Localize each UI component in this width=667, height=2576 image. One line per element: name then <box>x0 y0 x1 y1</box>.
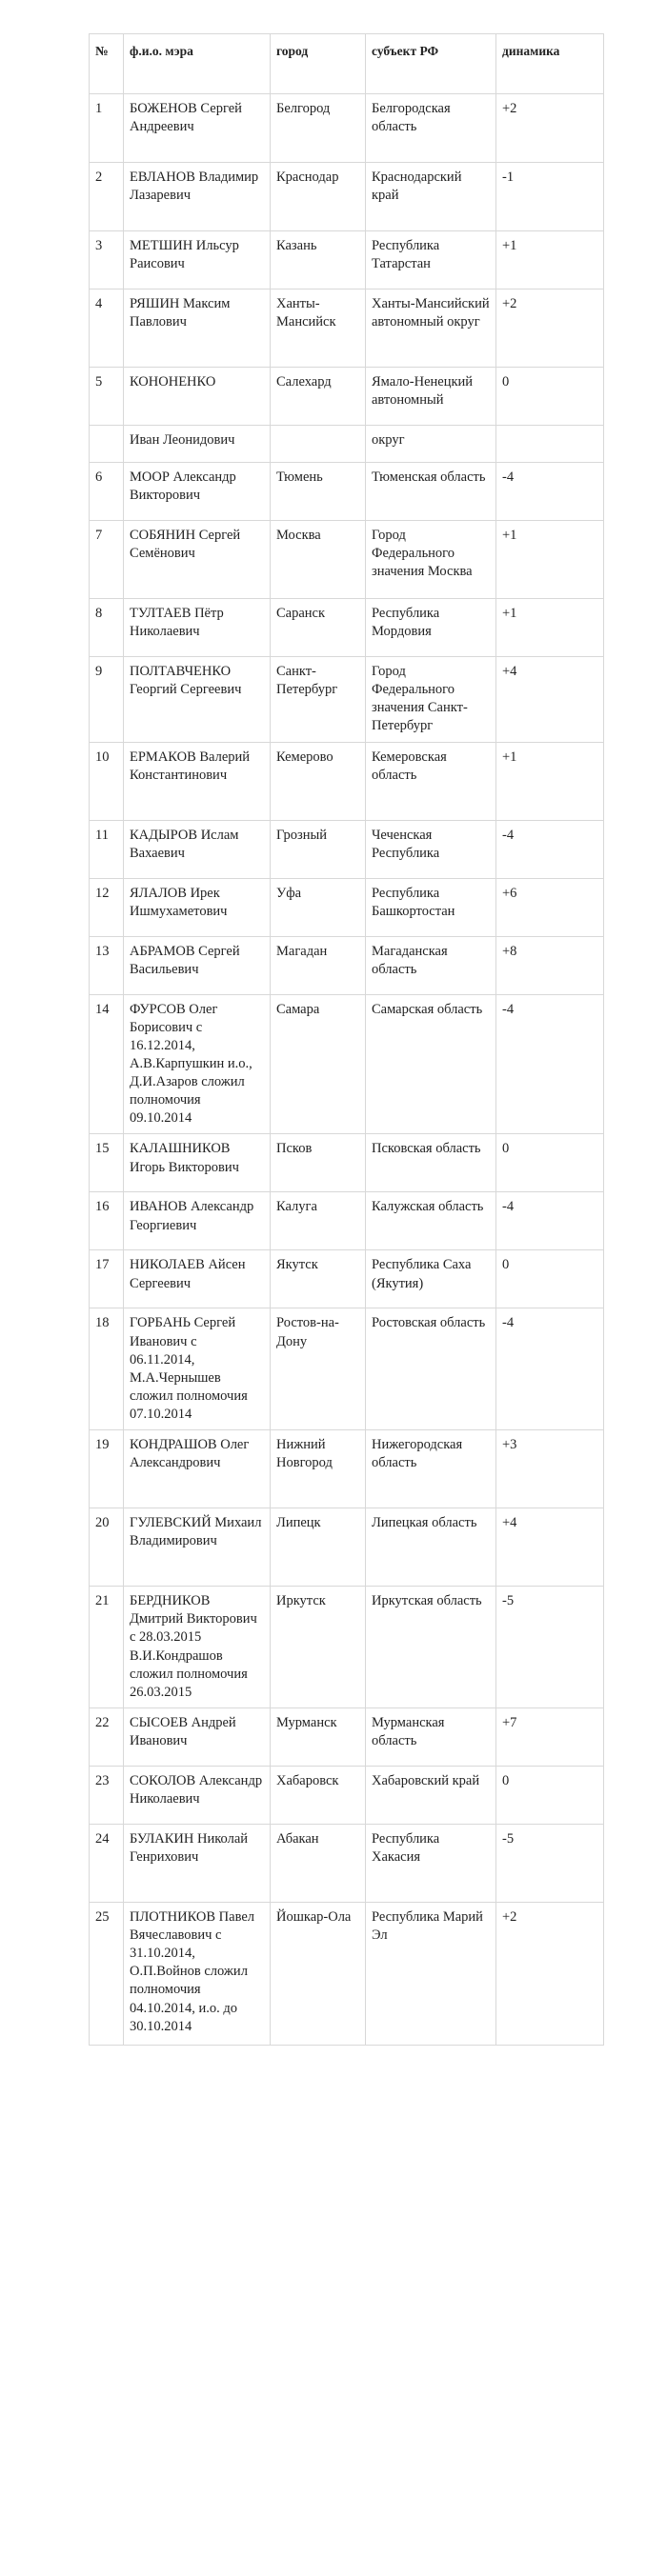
mayor-name-cell: ЕВЛАНОВ Владимир Лазаревич <box>124 163 271 231</box>
region-cell: Город Федерального значения Санкт-Петербург <box>366 657 496 743</box>
row-number-cell: 11 <box>90 820 124 878</box>
dynamics-cell: -5 <box>496 1824 604 1902</box>
city-cell: Краснодар <box>271 163 366 231</box>
table-row <box>90 878 604 936</box>
row-number-cell: 2 <box>90 163 124 231</box>
mayor-name-cell: ЯЛАЛОВ Ирек Ишмухаметович <box>124 878 271 936</box>
table-row <box>90 231 604 290</box>
dynamics-cell: -4 <box>496 994 604 1134</box>
region-cell: Тюменская область <box>366 463 496 521</box>
mayor-name-cell: АБРАМОВ Сергей Васильевич <box>124 936 271 994</box>
table-row <box>90 1824 604 1902</box>
region-cell: Ханты-Мансийский автономный округ <box>366 290 496 368</box>
dynamics-cell: +1 <box>496 231 604 290</box>
row-number-cell: 21 <box>90 1587 124 1708</box>
table-row <box>90 1134 604 1192</box>
region-cell: Республика Башкортостан <box>366 878 496 936</box>
mayors-ranking-table <box>89 33 604 2046</box>
mayor-name-cell: МЕТШИН Ильсур Раисович <box>124 231 271 290</box>
mayor-name-cell: МООР Александр Викторович <box>124 463 271 521</box>
region-cell: округ <box>366 426 496 463</box>
city-cell: Грозный <box>271 820 366 878</box>
region-cell: Липецкая область <box>366 1508 496 1587</box>
mayor-name-cell: ФУРСОВ Олег Борисович с 16.12.2014, А.В.Карпушкин и.о., Д.И.Азаров сложил полномочия 09.10.2014 <box>124 994 271 1134</box>
city-cell: Саранск <box>271 599 366 657</box>
dynamics-cell <box>496 426 604 463</box>
row-number-cell: 5 <box>90 368 124 426</box>
region-cell: Псковская область <box>366 1134 496 1192</box>
dynamics-cell: -4 <box>496 463 604 521</box>
table-row <box>90 290 604 368</box>
dynamics-cell: -4 <box>496 1192 604 1250</box>
city-cell: Москва <box>271 521 366 599</box>
mayor-name-cell: ГУЛЕВСКИЙ Михаил Владимирович <box>124 1508 271 1587</box>
table-row <box>90 599 604 657</box>
mayor-name-cell: СЫСОЕВ Андрей Иванович <box>124 1707 271 1766</box>
dynamics-cell: -4 <box>496 820 604 878</box>
city-cell: Йошкар-Ола <box>271 1902 366 2045</box>
row-number-cell: 23 <box>90 1766 124 1824</box>
city-cell: Белгород <box>271 94 366 163</box>
table-row <box>90 463 604 521</box>
dynamics-cell: -4 <box>496 1308 604 1430</box>
region-cell: Республика Марий Эл <box>366 1902 496 2045</box>
row-number-cell: 16 <box>90 1192 124 1250</box>
region-cell: Республика Мордовия <box>366 599 496 657</box>
region-cell: Республика Саха (Якутия) <box>366 1250 496 1308</box>
mayor-name-cell: КОНДРАШОВ Олег Александрович <box>124 1430 271 1508</box>
row-number-cell: 4 <box>90 290 124 368</box>
header-city: город <box>271 34 366 94</box>
dynamics-cell: +1 <box>496 599 604 657</box>
dynamics-cell: +2 <box>496 290 604 368</box>
city-cell: Казань <box>271 231 366 290</box>
city-cell: Уфа <box>271 878 366 936</box>
dynamics-cell: +6 <box>496 878 604 936</box>
mayor-name-cell: ТУЛТАЕВ Пётр Николаевич <box>124 599 271 657</box>
row-number-cell <box>90 426 124 463</box>
city-cell: Нижний Новгород <box>271 1430 366 1508</box>
table-row <box>90 657 604 743</box>
dynamics-cell: +7 <box>496 1707 604 1766</box>
header-mayor-name: ф.и.о. мэра <box>124 34 271 94</box>
mayor-name-cell: КАДЫРОВ Ислам Вахаевич <box>124 820 271 878</box>
region-cell: Ростовская область <box>366 1308 496 1430</box>
dynamics-cell: 0 <box>496 1134 604 1192</box>
city-cell: Иркутск <box>271 1587 366 1708</box>
city-cell: Мурманск <box>271 1707 366 1766</box>
mayor-name-cell: СОБЯНИН Сергей Семёнович <box>124 521 271 599</box>
row-number-cell: 20 <box>90 1508 124 1587</box>
city-cell: Тюмень <box>271 463 366 521</box>
row-number-cell: 8 <box>90 599 124 657</box>
region-cell: Краснодарский край <box>366 163 496 231</box>
mayor-name-cell: ПЛОТНИКОВ Павел Вячеславович с 31.10.2014, О.П.Войнов сложил полномочия 04.10.2014, и.о. до 30.10.2014 <box>124 1902 271 2045</box>
city-cell: Салехард <box>271 368 366 426</box>
table-row <box>90 742 604 820</box>
row-number-cell: 13 <box>90 936 124 994</box>
table-row <box>90 1508 604 1587</box>
table-row <box>90 1766 604 1824</box>
table-row <box>90 1308 604 1430</box>
dynamics-cell: +4 <box>496 1508 604 1587</box>
table-body <box>90 94 604 2046</box>
mayor-name-cell: ИВАНОВ Александр Георгиевич <box>124 1192 271 1250</box>
table-row <box>90 936 604 994</box>
table-row <box>90 368 604 426</box>
mayor-name-cell: КОНОНЕНКО <box>124 368 271 426</box>
dynamics-cell: +8 <box>496 936 604 994</box>
region-cell: Иркутская область <box>366 1587 496 1708</box>
city-cell: Кемерово <box>271 742 366 820</box>
mayor-name-cell: СОКОЛОВ Александр Николаевич <box>124 1766 271 1824</box>
city-cell: Хабаровск <box>271 1766 366 1824</box>
region-cell: Республика Хакасия <box>366 1824 496 1902</box>
region-cell: Ямало-Ненецкий автономный <box>366 368 496 426</box>
table-row <box>90 94 604 163</box>
mayor-name-cell: РЯШИН Максим Павлович <box>124 290 271 368</box>
row-number-cell: 7 <box>90 521 124 599</box>
table-row <box>90 994 604 1134</box>
mayor-name-cell: ЕРМАКОВ Валерий Константинович <box>124 742 271 820</box>
dynamics-cell: +3 <box>496 1430 604 1508</box>
region-cell: Город Федерального значения Москва <box>366 521 496 599</box>
city-cell: Ростов-на-Дону <box>271 1308 366 1430</box>
dynamics-cell: 0 <box>496 368 604 426</box>
row-number-cell: 18 <box>90 1308 124 1430</box>
row-number-cell: 6 <box>90 463 124 521</box>
row-number-cell: 24 <box>90 1824 124 1902</box>
region-cell: Магаданская область <box>366 936 496 994</box>
row-number-cell: 3 <box>90 231 124 290</box>
dynamics-cell: +4 <box>496 657 604 743</box>
dynamics-cell: 0 <box>496 1250 604 1308</box>
region-cell: Мурманская область <box>366 1707 496 1766</box>
header-dynamics: динамика <box>496 34 604 94</box>
region-cell: Кемеровская область <box>366 742 496 820</box>
table-row <box>90 426 604 463</box>
header-region: субъект РФ <box>366 34 496 94</box>
header-number: № <box>90 34 124 94</box>
region-cell: Республика Татарстан <box>366 231 496 290</box>
city-cell: Калуга <box>271 1192 366 1250</box>
mayor-name-cell: Иван Леонидович <box>124 426 271 463</box>
table-row <box>90 1430 604 1508</box>
region-cell: Белгородская область <box>366 94 496 163</box>
region-cell: Хабаровский край <box>366 1766 496 1824</box>
row-number-cell: 22 <box>90 1707 124 1766</box>
city-cell <box>271 426 366 463</box>
region-cell: Нижегородская область <box>366 1430 496 1508</box>
dynamics-cell: +1 <box>496 521 604 599</box>
row-number-cell: 15 <box>90 1134 124 1192</box>
row-number-cell: 12 <box>90 878 124 936</box>
mayor-name-cell: ПОЛТАВЧЕНКО Георгий Сергеевич <box>124 657 271 743</box>
row-number-cell: 25 <box>90 1902 124 2045</box>
table-row <box>90 1192 604 1250</box>
mayor-name-cell: БОЖЕНОВ Сергей Андреевич <box>124 94 271 163</box>
region-cell: Самарская область <box>366 994 496 1134</box>
row-number-cell: 19 <box>90 1430 124 1508</box>
table-row <box>90 1902 604 2045</box>
mayor-name-cell: ГОРБАНЬ Сергей Иванович с 06.11.2014, М.А.Чернышев сложил полномочия 07.10.2014 <box>124 1308 271 1430</box>
region-cell: Калужская область <box>366 1192 496 1250</box>
dynamics-cell: -1 <box>496 163 604 231</box>
row-number-cell: 17 <box>90 1250 124 1308</box>
mayor-name-cell: КАЛАШНИКОВ Игорь Викторович <box>124 1134 271 1192</box>
dynamics-cell: -5 <box>496 1587 604 1708</box>
row-number-cell: 10 <box>90 742 124 820</box>
city-cell: Самара <box>271 994 366 1134</box>
mayor-name-cell: БЕРДНИКОВ Дмитрий Викторович с 28.03.2015 В.И.Кондрашов сложил полномочия 26.03.2015 <box>124 1587 271 1708</box>
city-cell: Якутск <box>271 1250 366 1308</box>
row-number-cell: 1 <box>90 94 124 163</box>
dynamics-cell: +2 <box>496 94 604 163</box>
table-header-row <box>90 34 604 94</box>
table-row <box>90 1587 604 1708</box>
mayor-name-cell: БУЛАКИН Николай Генрихович <box>124 1824 271 1902</box>
mayor-name-cell: НИКОЛАЕВ Айсен Сергеевич <box>124 1250 271 1308</box>
table-row <box>90 1250 604 1308</box>
table-row <box>90 820 604 878</box>
city-cell: Липецк <box>271 1508 366 1587</box>
row-number-cell: 9 <box>90 657 124 743</box>
row-number-cell: 14 <box>90 994 124 1134</box>
city-cell: Абакан <box>271 1824 366 1902</box>
region-cell: Чеченская Республика <box>366 820 496 878</box>
table-row <box>90 1707 604 1766</box>
table-row <box>90 163 604 231</box>
table-row <box>90 521 604 599</box>
dynamics-cell: 0 <box>496 1766 604 1824</box>
city-cell: Псков <box>271 1134 366 1192</box>
city-cell: Ханты-Мансийск <box>271 290 366 368</box>
dynamics-cell: +2 <box>496 1902 604 2045</box>
city-cell: Магадан <box>271 936 366 994</box>
dynamics-cell: +1 <box>496 742 604 820</box>
city-cell: Санкт-Петербург <box>271 657 366 743</box>
